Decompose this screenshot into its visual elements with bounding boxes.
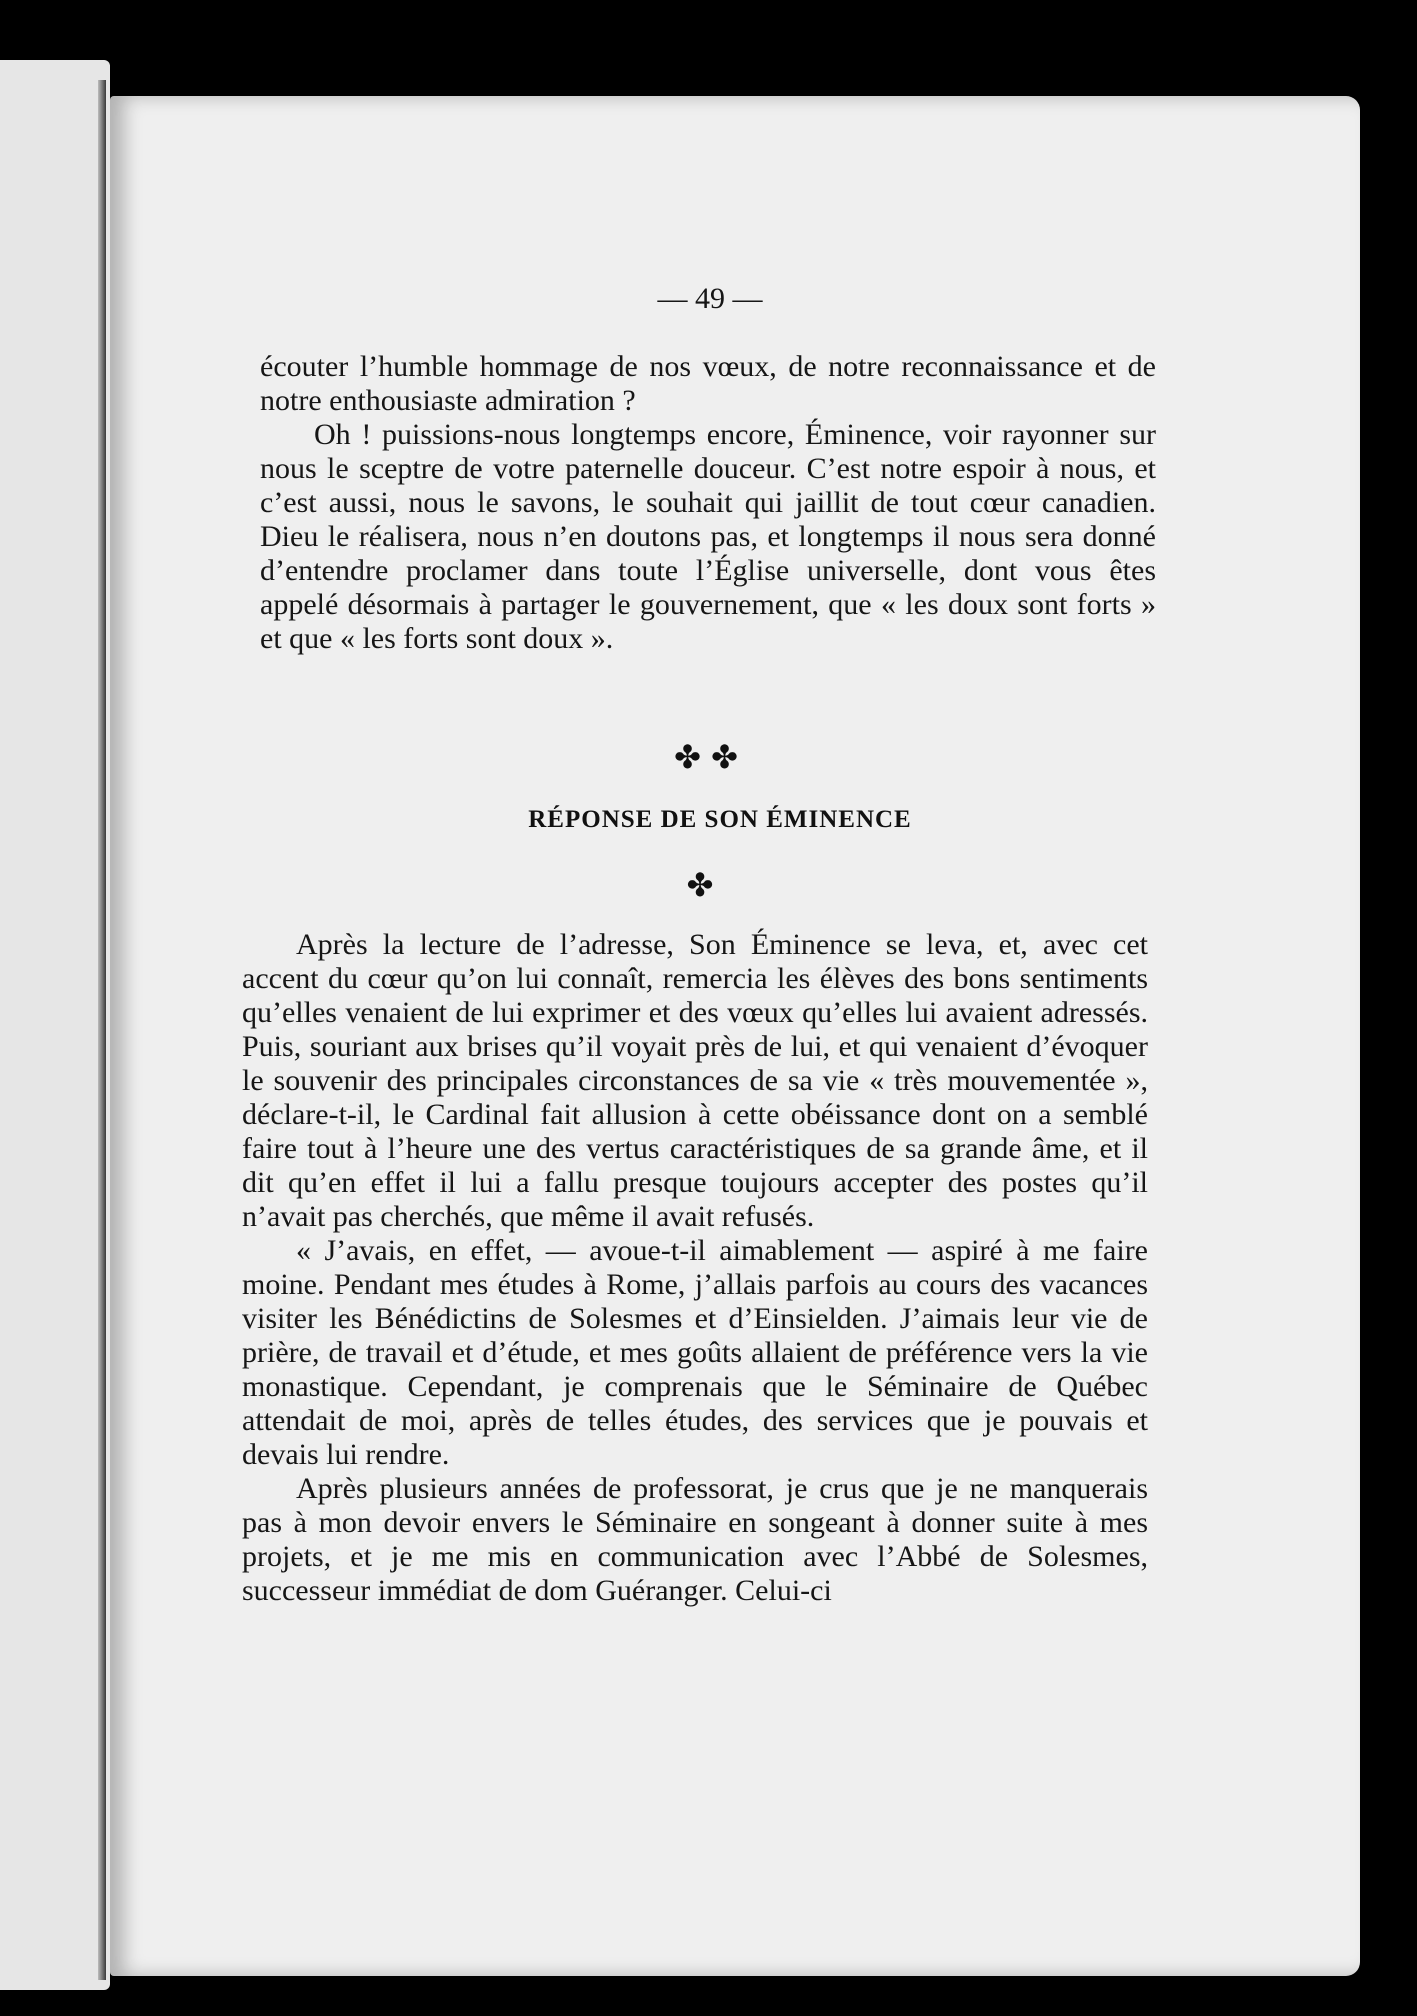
- paragraph: écouter l’humble hommage de nos vœux, de notre reconnaissance et de notre enthousiaste admiration ?: [260, 350, 1156, 417]
- page-number: — 49 —: [657, 282, 763, 315]
- book-gutter: [98, 80, 106, 1980]
- text-section-2: [242, 928, 1148, 1608]
- fleuron-ornament-single: ✤: [686, 866, 714, 904]
- section-heading: RÉPONSE DE SON ÉMINENCE: [528, 806, 912, 833]
- fleuron-ornament-double: ✤ ✤: [674, 738, 738, 776]
- paragraph: Oh ! puissions-nous longtemps encore, Éminence, voir rayonner sur nous le sceptre de votre paternelle douceur. C’est notre espoir à nous, et c’est aussi, nous le savons, le souhait qui jaillit de tout cœur canadien. Dieu le réalisera, nous n’en doutons pas, et longtemps il nous sera donné d’entendre proclamer dans toute l’Église universelle, dont vous êtes appelé désormais à partager le gouvernement, que « les doux sont forts » et que « les forts sont doux ».: [260, 418, 1156, 655]
- paragraph: Après plusieurs années de professorat, je crus que je ne manquerais pas à mon devoir envers le Séminaire en songeant à donner suite à mes projets, et je me mis en communication avec l’Abbé de Solesmes, successeur immédiat de dom Guéranger. Celui-ci: [242, 1472, 1148, 1607]
- left-page-edge: [0, 60, 110, 1990]
- paragraph: Après la lecture de l’adresse, Son Éminence se leva, et, avec cet accent du cœur qu’on lui connaît, remercia les élèves des bons sentiments qu’elles venaient de lui exprimer et des vœux qu’elles lui avaient adressés. Puis, souriant aux brises qu’il voyait près de lui, et qui venaient d’évoquer le souvenir des principales circonstances de sa vie « très mouvementée », déclare-t-il, le Cardinal fait allusion à cette obéissance dont on a semblé faire tout à l’heure une des vertus caractéristiques de sa grande âme, et il dit qu’en effet il lui a fallu presque toujours accepter des postes qu’il n’avait pas cherchés, que même il avait refusés.: [242, 928, 1148, 1233]
- paragraph: « J’avais, en effet, — avoue-t-il aimablement — aspiré à me faire moine. Pendant mes études à Rome, j’allais parfois au cours des vacances visiter les Bénédictins de Solesmes et d’Einsielden. J’aimais leur vie de prière, de travail et d’étude, et mes goûts allaient de préférence vers la vie monastique. Cependant, je comprenais que le Séminaire de Québec attendait de moi, après de telles études, des services que je pouvais et devais lui rendre.: [242, 1234, 1148, 1471]
- text-section-1: [260, 350, 1156, 656]
